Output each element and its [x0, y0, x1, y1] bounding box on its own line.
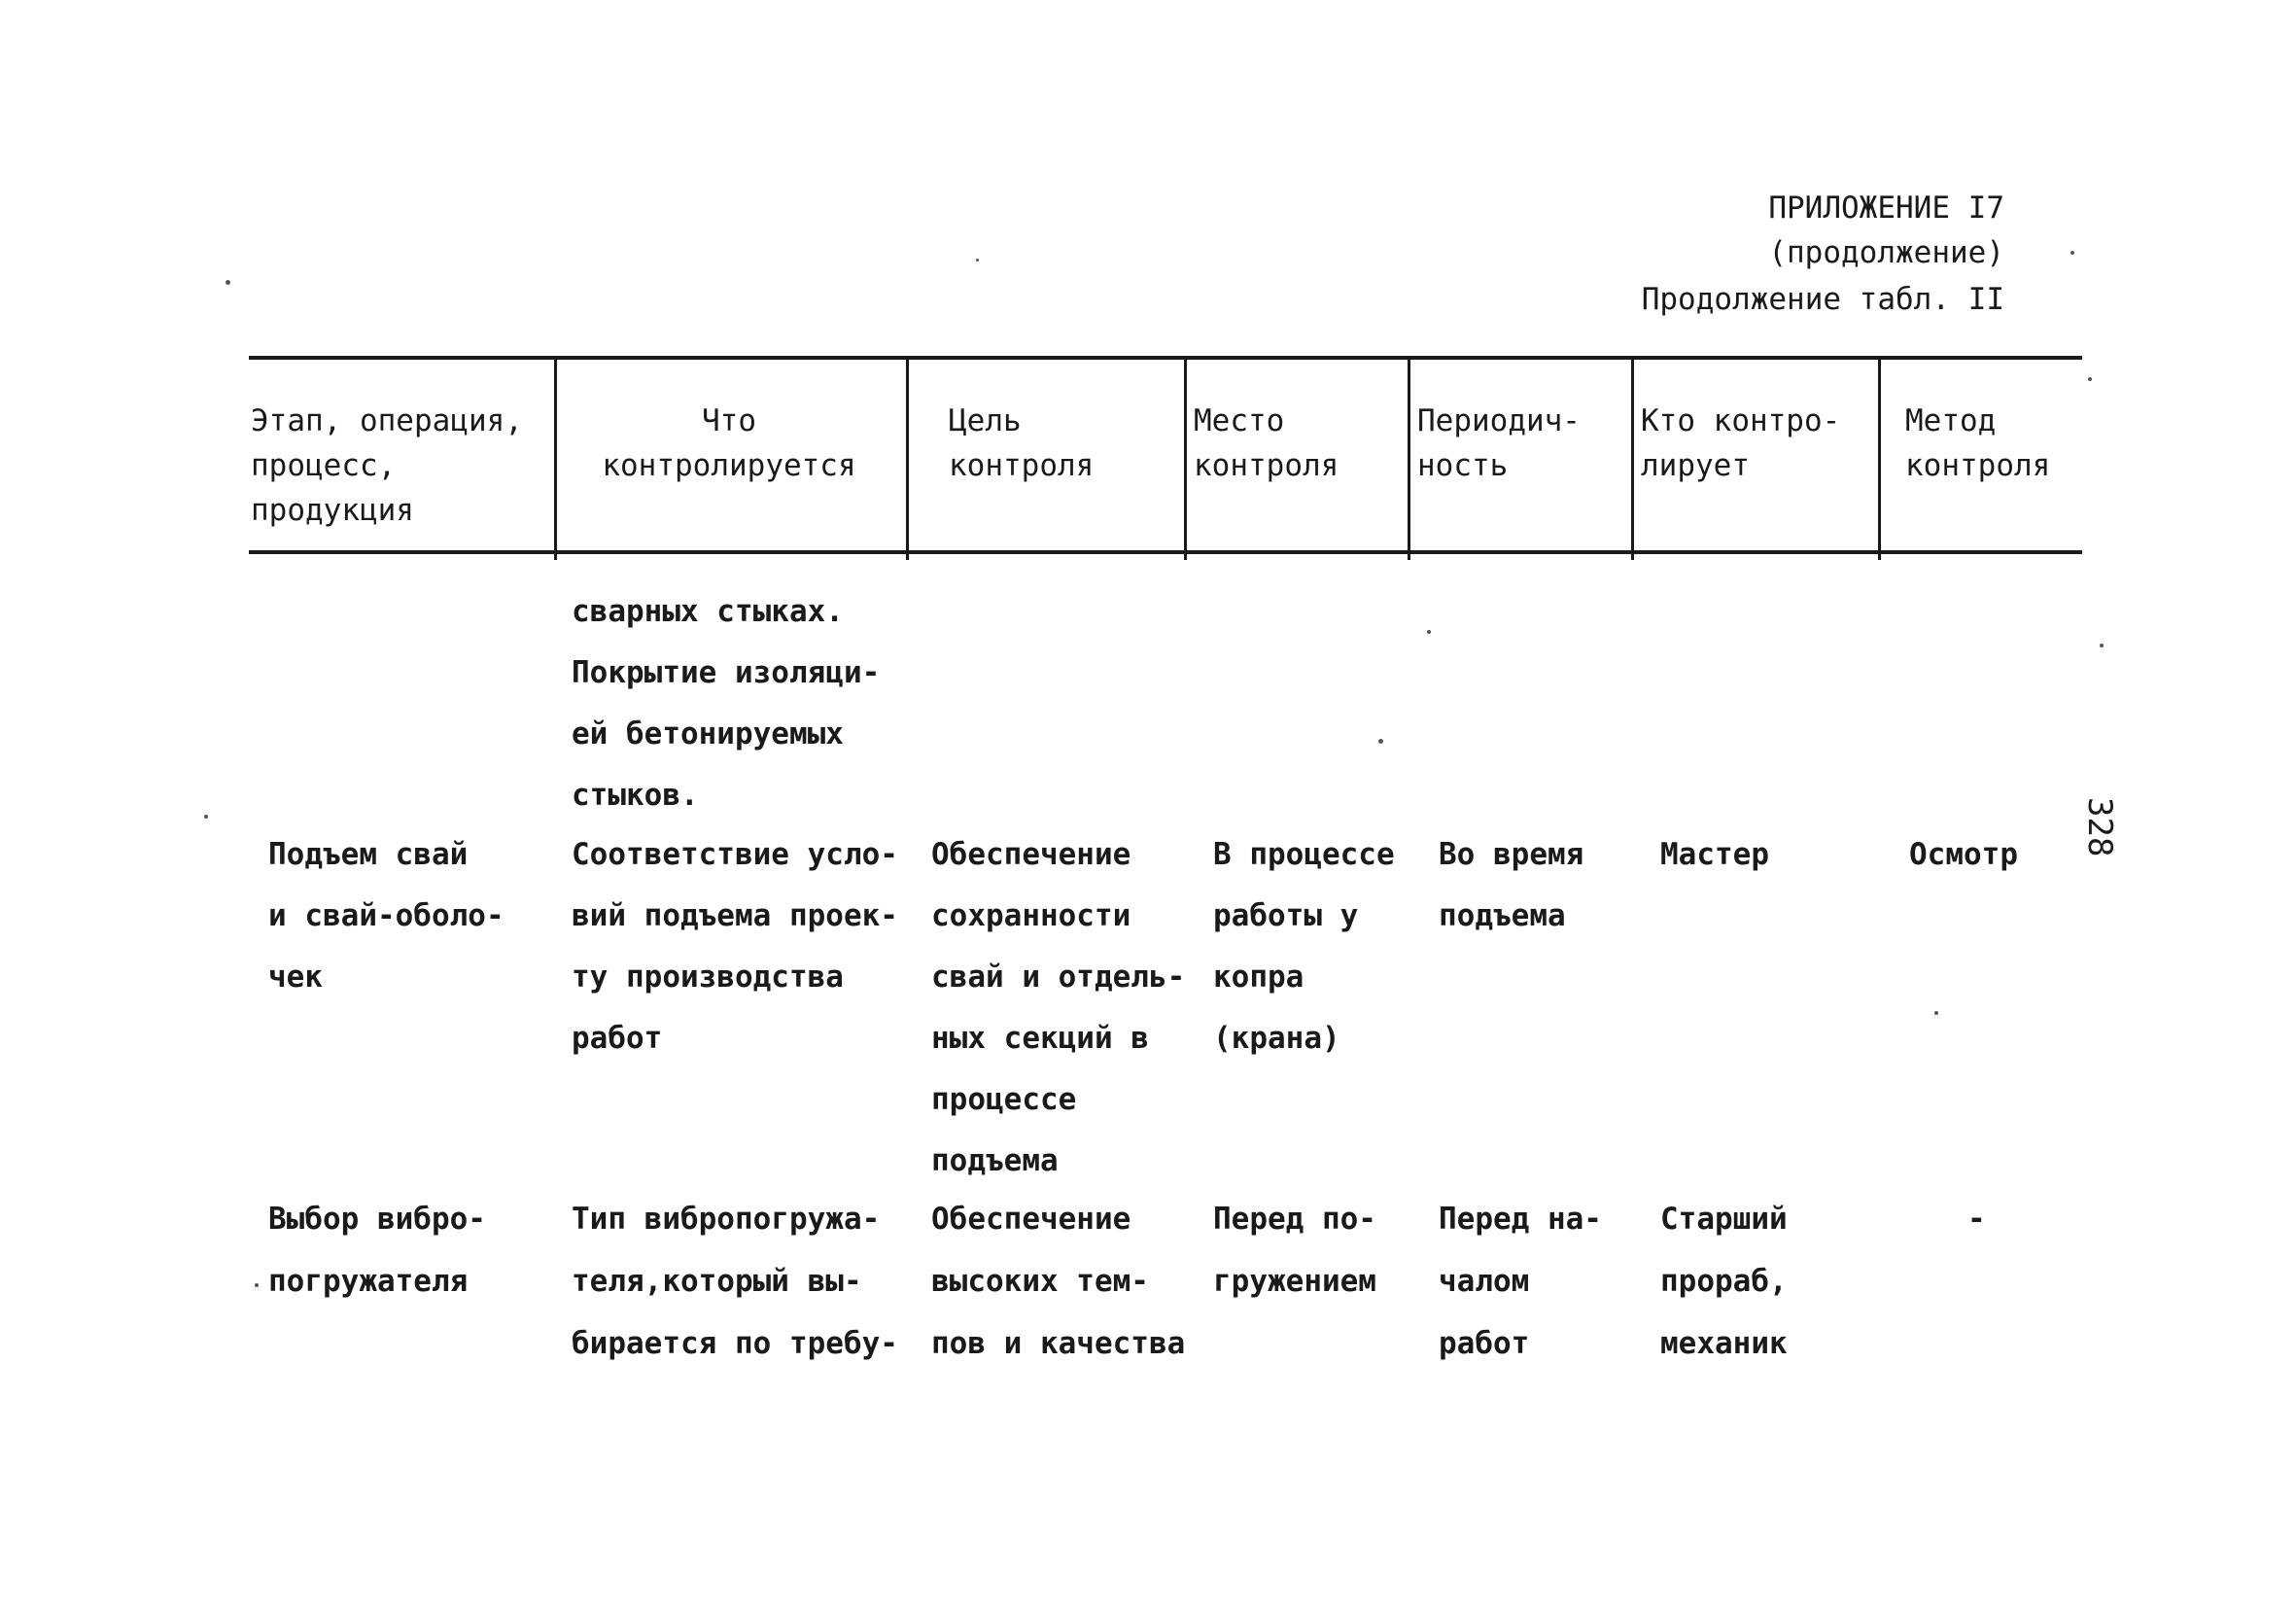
- column-header-what: Что контролируется: [602, 403, 856, 483]
- column-header-period: Периодич- ность: [1417, 403, 1581, 483]
- column-header-goal: Цель контроля: [949, 403, 1095, 483]
- table-top-rule: [249, 356, 2082, 360]
- page-number: 328: [2080, 797, 2119, 857]
- row2-method: -: [1967, 1202, 1986, 1237]
- row2-place: Перед по- гружением: [1213, 1202, 1376, 1299]
- row1-period: Во время подъема: [1439, 837, 1584, 933]
- appendix-continuation: (продолжение): [1768, 235, 2004, 270]
- table-continuation-label: Продолжение табл. II: [1641, 282, 2004, 317]
- column-divider: [1631, 358, 1634, 560]
- column-header-place: Место контроля: [1194, 403, 1339, 483]
- row1-who: Мастер: [1660, 837, 1769, 872]
- column-header-stage: Этап, операция, процесс, продукция: [251, 403, 523, 528]
- row2-period: Перед на- чалом работ: [1439, 1202, 1602, 1361]
- appendix-title: ПРИЛОЖЕНИЕ I7: [1768, 191, 2004, 226]
- row2-stage: Выбор вибро- погружателя: [268, 1202, 486, 1299]
- row2-who: Старший прораб, механик: [1660, 1202, 1788, 1361]
- column-divider: [1878, 358, 1881, 560]
- row1-place: В процессе работы у копра (крана): [1213, 837, 1395, 1056]
- column-divider: [554, 358, 557, 560]
- column-header-method: Метод контроля: [1905, 403, 2051, 483]
- column-divider: [1408, 358, 1410, 560]
- row1-what: Соответствие усло- вий подъема проек- ту производства работ: [572, 837, 898, 1056]
- row1-stage: Подъем свай и свай-оболо- чек: [268, 837, 504, 995]
- column-divider: [906, 358, 909, 560]
- table-header-bottom-rule: [249, 550, 2082, 554]
- column-divider: [1184, 358, 1187, 560]
- continuation-text: сварных стыках. Покрытие изоляци- ей бетонируемых стыков.: [572, 594, 881, 813]
- row1-goal: Обеспечение сохранности свай и отдель- ных секций в процессе подъема: [931, 837, 1186, 1178]
- row2-what: Тип вибропогружа- теля,который вы- бирается по требу-: [572, 1202, 898, 1361]
- row1-method: Осмотр: [1909, 837, 2018, 872]
- row2-goal: Обеспечение высоких тем- пов и качества: [931, 1202, 1186, 1361]
- column-header-who: Кто контро- лирует: [1641, 403, 1841, 483]
